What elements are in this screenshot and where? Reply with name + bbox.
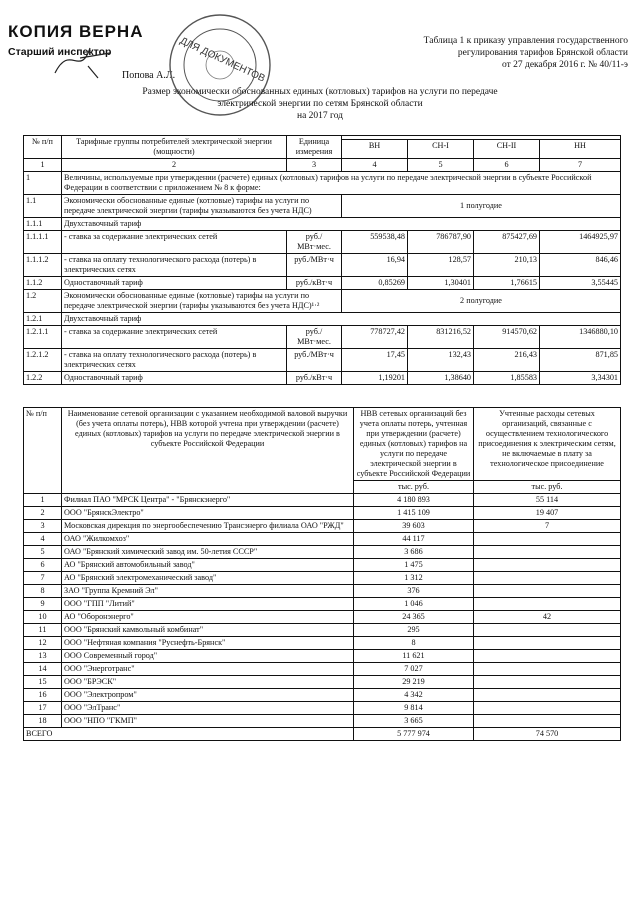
org-cost: [474, 533, 621, 546]
row-num: 1.2.1.1: [24, 326, 62, 349]
org-nvv: 11 621: [354, 650, 474, 663]
row-text: Величины, используемые при утверждении (расчете) единых (котловых) тарифов на услуги по передаче электрической энергии в субъекте Российской Федерации в соответствии с приложением № 8 к форме:: [62, 172, 621, 195]
column-number: 3: [287, 159, 342, 172]
org-cost: [474, 637, 621, 650]
org-nvv: 7 027: [354, 663, 474, 676]
row-value: 17,45: [342, 349, 408, 372]
row-unit: руб./МВт·мес.: [287, 231, 342, 254]
org-num: 13: [24, 650, 62, 663]
org-num: 1: [24, 494, 62, 507]
network-org-table: [23, 407, 621, 741]
row-value: 831216,52: [408, 326, 474, 349]
unit-nvv: тыс. руб.: [354, 481, 474, 494]
row-value: 0,85269: [342, 277, 408, 290]
column-number: 7: [540, 159, 621, 172]
org-num: 10: [24, 611, 62, 624]
org-cost: [474, 572, 621, 585]
header-nvv: НВВ сетевых организаций без учета оплаты потерь, учтенная при утверждении (расчете) единых (котловых) тарифов на услуги по передаче электрической энергии в субъекте Российской Федерации: [354, 408, 474, 481]
table-row: [24, 313, 621, 326]
table-row: [24, 559, 621, 572]
org-nvv: 3 665: [354, 715, 474, 728]
table-row: [24, 507, 621, 520]
table-row: [24, 663, 621, 676]
unit-costs: тыс. руб.: [474, 481, 621, 494]
column-number: 5: [408, 159, 474, 172]
document-title: [110, 86, 530, 122]
row-value: 132,43: [408, 349, 474, 372]
title-line-1: Размер экономически обоснованных единых (котловых) тарифов на услуги по передаче: [142, 87, 498, 97]
total-label: ВСЕГО: [24, 728, 354, 741]
header-org-name: Наименование сетевой организации с указанием необходимой валовой выручки (без учета оплаты потерь), НВВ которой учтена при утверждении (расчете) единых (котловых) тарифов на услуги по передаче электрической энергии в субъекте Российской Федерации: [62, 408, 354, 494]
org-cost: [474, 650, 621, 663]
org-name: ООО "Электропром": [62, 689, 354, 702]
org-num: 8: [24, 585, 62, 598]
table-row: [24, 172, 621, 195]
org-cost: [474, 702, 621, 715]
tariff-table: [23, 135, 621, 385]
row-unit: руб./МВт·мес.: [287, 326, 342, 349]
row-value: 871,85: [540, 349, 621, 372]
table-row: [24, 494, 621, 507]
org-name: ООО "БРЭСК": [62, 676, 354, 689]
org-nvv: 24 365: [354, 611, 474, 624]
header-num: № п/п: [24, 408, 62, 494]
org-nvv: 1 415 109: [354, 507, 474, 520]
org-nvv: 8: [354, 637, 474, 650]
row-num: 1.2.2: [24, 372, 62, 385]
title-line-3: на 2017 год: [296, 111, 344, 121]
row-value: 1,19201: [342, 372, 408, 385]
row-unit: руб./МВт·ч: [287, 349, 342, 372]
row-unit: руб./кВт·ч: [287, 277, 342, 290]
stamp-name: Попова А.Л.: [122, 70, 176, 81]
header-line-2: регулирования тарифов Брянской области: [457, 48, 628, 58]
row-value: 3,55445: [540, 277, 621, 290]
org-cost: [474, 585, 621, 598]
table-row: [24, 689, 621, 702]
org-nvv: 295: [354, 624, 474, 637]
table-row: [24, 715, 621, 728]
org-name: ООО "Нефтяная компания "Руснефть-Брянск": [62, 637, 354, 650]
row-value: 786787,90: [408, 231, 474, 254]
org-num: 15: [24, 676, 62, 689]
table-row: [24, 533, 621, 546]
header-num: № п/п: [24, 136, 62, 159]
row-value: 1346880,10: [540, 326, 621, 349]
org-num: 3: [24, 520, 62, 533]
row-period: 2 полугодие: [342, 290, 621, 313]
table-row: [24, 702, 621, 715]
header-voltage-1: СН-I: [408, 140, 474, 159]
org-name: ООО "Брянский камвольный комбинат": [62, 624, 354, 637]
table-row: [24, 650, 621, 663]
row-num: 1.1.1.2: [24, 254, 62, 277]
org-num: 12: [24, 637, 62, 650]
title-line-2: электрической энергии по сетям Брянской области: [217, 99, 423, 109]
row-value: 1,85583: [474, 372, 540, 385]
org-num: 18: [24, 715, 62, 728]
org-num: 11: [24, 624, 62, 637]
org-nvv: 1 312: [354, 572, 474, 585]
org-num: 17: [24, 702, 62, 715]
org-cost: 7: [474, 520, 621, 533]
table-row: [24, 231, 621, 254]
row-text: Двухставочный тариф: [62, 218, 621, 231]
table-row: [24, 254, 621, 277]
header-line-3: от 27 декабря 2016 г. № 40/11-э: [501, 60, 628, 70]
table-row: [24, 637, 621, 650]
stamp-role: Старший инспектор: [8, 46, 112, 58]
org-nvv: 9 814: [354, 702, 474, 715]
row-num: 1.2: [24, 290, 62, 313]
org-num: 7: [24, 572, 62, 585]
table-row: [24, 290, 621, 313]
org-nvv: 3 686: [354, 546, 474, 559]
row-value: 1,38640: [408, 372, 474, 385]
org-cost: [474, 676, 621, 689]
total-row: [24, 728, 621, 741]
table-row: [24, 372, 621, 385]
org-nvv: 44 117: [354, 533, 474, 546]
row-value: 1,30401: [408, 277, 474, 290]
column-number-row: [24, 159, 621, 172]
table-row: [24, 195, 621, 218]
header-group: Тарифные группы потребителей электрической энергии (мощности): [62, 136, 287, 159]
row-text: - ставка на оплату технологического расхода (потерь) в электрических сетях: [62, 349, 287, 372]
org-name: ОАО "Жилкомхоз": [62, 533, 354, 546]
row-value: 16,94: [342, 254, 408, 277]
org-cost: [474, 624, 621, 637]
org-cost: [474, 559, 621, 572]
row-text: - ставка за содержание электрических сетей: [62, 326, 287, 349]
org-name: АО "Оборонэнерго": [62, 611, 354, 624]
row-num: 1.2.1.2: [24, 349, 62, 372]
org-nvv: 4 342: [354, 689, 474, 702]
org-cost: 55 114: [474, 494, 621, 507]
header-line-1: Таблица 1 к приказу управления государственного: [423, 36, 628, 46]
org-name: ООО "Энерготранс": [62, 663, 354, 676]
row-num: 1.1.2: [24, 277, 62, 290]
org-nvv: 39 603: [354, 520, 474, 533]
org-name: АО "Брянский электромеханический завод": [62, 572, 354, 585]
org-num: 4: [24, 533, 62, 546]
row-value: 875427,69: [474, 231, 540, 254]
org-num: 6: [24, 559, 62, 572]
org-name: ООО "ЭлТранс": [62, 702, 354, 715]
row-unit: руб./МВт·ч: [287, 254, 342, 277]
row-value: 846,46: [540, 254, 621, 277]
org-name: ЗАО "Группа Кремний Эл": [62, 585, 354, 598]
org-num: 16: [24, 689, 62, 702]
row-num: 1.1.1.1: [24, 231, 62, 254]
document-header: [398, 35, 628, 71]
row-text: - ставка за содержание электрических сетей: [62, 231, 287, 254]
org-name: ООО Современный город": [62, 650, 354, 663]
org-nvv: 376: [354, 585, 474, 598]
org-name: ООО "ГПП "Литий": [62, 598, 354, 611]
row-value: 216,43: [474, 349, 540, 372]
total-nvv: 5 777 974: [354, 728, 474, 741]
org-nvv: 1 475: [354, 559, 474, 572]
table-row: [24, 611, 621, 624]
table-row: [24, 277, 621, 290]
org-cost: [474, 546, 621, 559]
row-num: 1.1: [24, 195, 62, 218]
row-value: 559538,48: [342, 231, 408, 254]
org-name: ООО "НПО "ГКМП": [62, 715, 354, 728]
total-cost: 74 570: [474, 728, 621, 741]
org-name: ОАО "Брянский химический завод им. 50-летия СССР": [62, 546, 354, 559]
header-voltage-2: СН-II: [474, 140, 540, 159]
table-row: [24, 546, 621, 559]
column-number: 2: [62, 159, 287, 172]
stamp-copy-title: КОПИЯ ВЕРНА: [8, 22, 144, 41]
org-nvv: 29 219: [354, 676, 474, 689]
org-cost: [474, 598, 621, 611]
row-value: 128,57: [408, 254, 474, 277]
org-name: АО "Брянский автомобильный завод": [62, 559, 354, 572]
table-row: [24, 218, 621, 231]
row-text: Двухставочный тариф: [62, 313, 621, 326]
table-row: [24, 624, 621, 637]
org-cost: [474, 689, 621, 702]
column-number: 4: [342, 159, 408, 172]
org-nvv: 1 046: [354, 598, 474, 611]
header-voltage-3: НН: [540, 140, 621, 159]
column-number: 1: [24, 159, 62, 172]
row-text: Экономически обоснованные единые (котловые) тарифы на услуги по передаче электрической энергии (тарифы указываются без учета НДС): [62, 195, 342, 218]
header-unit: Единица измерения: [287, 136, 342, 159]
org-num: 5: [24, 546, 62, 559]
row-num: 1.1.1: [24, 218, 62, 231]
row-num: 1: [24, 172, 62, 195]
row-text: Одноставочный тариф: [62, 372, 287, 385]
org-cost: [474, 715, 621, 728]
row-text: - ставка на оплату технологического расхода (потерь) в электрических сетях: [62, 254, 287, 277]
org-num: 9: [24, 598, 62, 611]
org-name: Московская дирекция по энергообеспечению Трансэнерго филиала ОАО "РЖД": [62, 520, 354, 533]
org-name: ООО "БрянскЭлектро": [62, 507, 354, 520]
header-costs: Учтенные расходы сетевых организаций, связанные с осуществлением технологического присоединения к электрическим сетям, не включаемые в плату за технологическое присоединение: [474, 408, 621, 481]
org-cost: [474, 663, 621, 676]
row-period: 1 полугодие: [342, 195, 621, 218]
table-row: [24, 326, 621, 349]
seal-text: ДЛЯ ДОКУМЕНТОВ: [178, 35, 267, 85]
row-value: 3,34301: [540, 372, 621, 385]
row-text: Экономически обоснованные единые (котловые) тарифы на услуги по передаче электрической энергии (тарифы указываются без учета НДС)¹·²: [62, 290, 342, 313]
row-value: 210,13: [474, 254, 540, 277]
table-row: [24, 676, 621, 689]
row-value: 914570,62: [474, 326, 540, 349]
header-voltage-0: ВН: [342, 140, 408, 159]
org-cost: 42: [474, 611, 621, 624]
org-nvv: 4 180 893: [354, 494, 474, 507]
table-header-row: [24, 408, 621, 481]
org-num: 14: [24, 663, 62, 676]
row-value: 1,76615: [474, 277, 540, 290]
column-number: 6: [474, 159, 540, 172]
org-name: Филиал ПАО "МРСК Центра" - "Брянскэнерго": [62, 494, 354, 507]
table-row: [24, 572, 621, 585]
row-value: 778727,42: [342, 326, 408, 349]
org-cost: 19 407: [474, 507, 621, 520]
table-row: [24, 349, 621, 372]
org-num: 2: [24, 507, 62, 520]
table-row: [24, 598, 621, 611]
row-num: 1.2.1: [24, 313, 62, 326]
row-text: Одноставочный тариф: [62, 277, 287, 290]
row-unit: руб./кВт·ч: [287, 372, 342, 385]
row-value: 1464925,97: [540, 231, 621, 254]
table-row: [24, 585, 621, 598]
table-row: [24, 520, 621, 533]
signature: [50, 38, 120, 83]
